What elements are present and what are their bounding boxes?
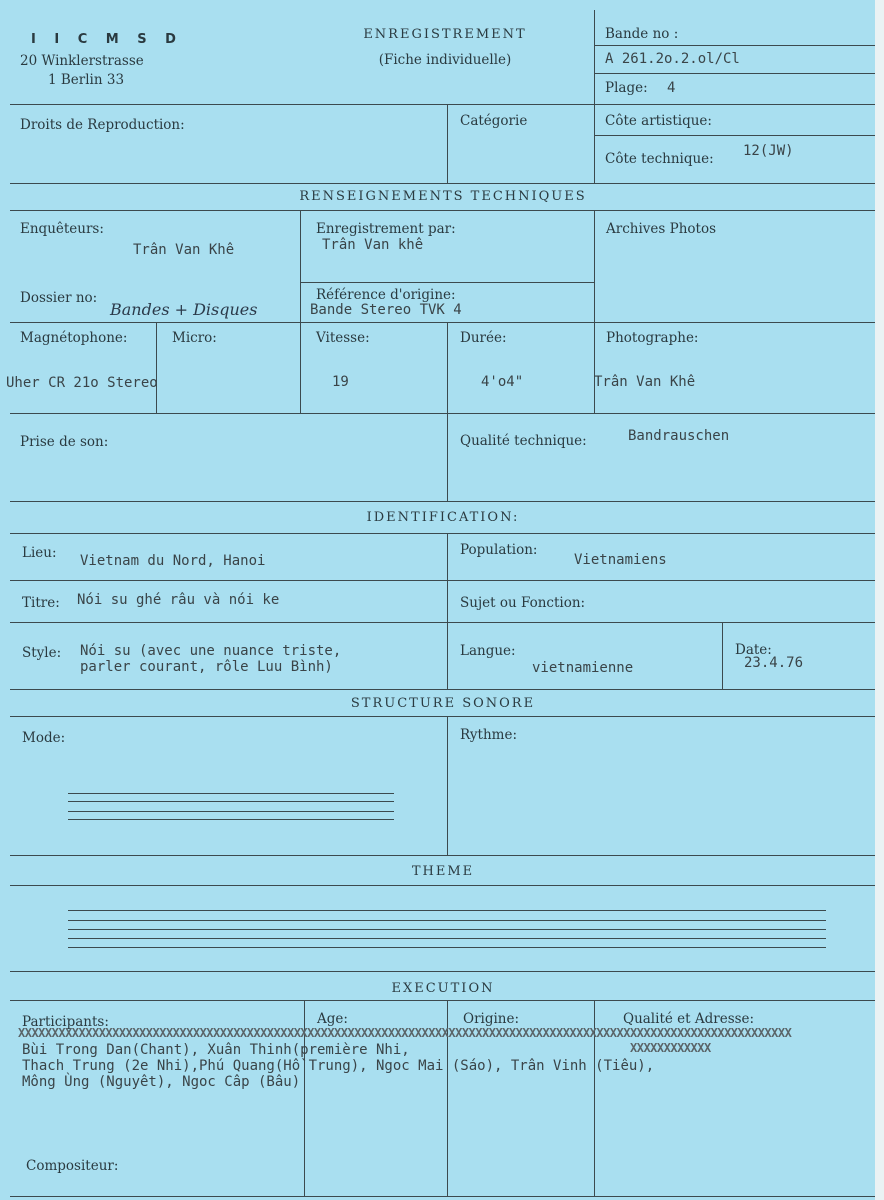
- enqueteurs-value: Trân Van Khê: [133, 242, 235, 258]
- section-heading: IDENTIFICATION:: [366, 510, 520, 525]
- section-heading: STRUCTURE SONORE: [350, 696, 536, 711]
- rule-line: [447, 716, 448, 855]
- prise-de-son-label: Prise de son:: [20, 434, 109, 450]
- rule-line: [447, 533, 448, 689]
- rule-line: [10, 716, 876, 717]
- photographe-label: Photographe:: [606, 330, 699, 346]
- titre-label: Titre:: [22, 595, 60, 611]
- rule-line: [10, 533, 876, 534]
- droits-label: Droits de Reproduction:: [20, 117, 185, 133]
- participants-line: Mông Ùng (Nguyêt), Ngoc Câp (Bâu): [22, 1074, 301, 1090]
- mode-label: Mode:: [22, 730, 66, 746]
- rule-line: [10, 322, 876, 323]
- age-label: Age:: [317, 1011, 348, 1027]
- style-label: Style:: [22, 645, 62, 661]
- form-title: ENREGISTREMENT: [363, 27, 527, 42]
- magnetophone-label: Magnétophone:: [20, 330, 128, 346]
- rule-line: [300, 282, 595, 283]
- bande-no-label: Bande no :: [605, 26, 679, 42]
- participants-label: Participants:: [22, 1014, 109, 1030]
- qualite-adresse-label: Qualité et Adresse:: [623, 1011, 755, 1027]
- dossier-no-value: Bandes + Disques: [110, 300, 258, 319]
- archives-photos-label: Archives Photos: [606, 221, 716, 237]
- langue-value: vietnamienne: [532, 660, 634, 676]
- magnetophone-value: Uher CR 21o Stereo: [6, 375, 158, 391]
- rule-line: [10, 210, 876, 211]
- categorie-label: Catégorie: [460, 113, 528, 129]
- blank-line: [68, 910, 826, 911]
- rule-line: [10, 855, 876, 856]
- enregistrement-par-value: Trân Van khê: [322, 237, 424, 253]
- rule-line: [595, 45, 875, 46]
- duree-label: Durée:: [460, 330, 507, 346]
- blank-line: [68, 920, 826, 921]
- lieu-label: Lieu:: [22, 545, 57, 561]
- rule-line: [10, 1000, 876, 1001]
- struck-out-line: XXXXXXXXXXXX: [630, 1041, 711, 1055]
- origine-label: Origine:: [463, 1011, 520, 1027]
- rule-line: [595, 135, 875, 136]
- enqueteurs-label: Enquêteurs:: [20, 221, 104, 237]
- qualite-technique-label: Qualité technique:: [460, 433, 587, 449]
- population-value: Vietnamiens: [574, 552, 667, 568]
- plage-value: 4: [667, 80, 676, 96]
- rythme-label: Rythme:: [460, 727, 518, 743]
- compositeur-label: Compositeur:: [26, 1158, 119, 1174]
- rule-line: [722, 622, 723, 689]
- institute-street: 20 Winklerstrasse: [20, 53, 144, 69]
- qualite-technique-value: Bandrauschen: [628, 428, 730, 444]
- dossier-no-label: Dossier no:: [20, 290, 98, 306]
- vitesse-value: 19: [332, 374, 349, 390]
- blank-line: [68, 819, 394, 820]
- cote-technique-value: 12(JW): [743, 143, 794, 159]
- rule-line: [10, 104, 876, 105]
- reference-origine-value: Bande Stereo TVK 4: [310, 302, 462, 318]
- vitesse-label: Vitesse:: [316, 330, 370, 346]
- rule-line: [10, 580, 876, 581]
- rule-line: [10, 689, 876, 690]
- blank-line: [68, 811, 394, 812]
- rule-line: [594, 10, 595, 183]
- rule-line: [447, 104, 448, 183]
- section-heading: THEME: [411, 864, 475, 879]
- plage-label: Plage:: [605, 80, 648, 96]
- participants-line: Bùi Trong Dan(Chant), Xuân Thinh(première Nhi,: [22, 1042, 410, 1058]
- enregistrement-par-label: Enregistrement par:: [316, 221, 456, 237]
- micro-label: Micro:: [172, 330, 217, 346]
- cote-technique-label: Côte technique:: [605, 151, 714, 167]
- rule-line: [10, 971, 876, 972]
- rule-line: [447, 322, 448, 501]
- struck-out-line: XXXXXXXXXXXXXXXXXXXXXXXXXXXXXXXXXXXXXXXXXXXXXXXXXXXXXXXXXXXXXXXXXXXXXXXXXXXXXXXXXXXXXXXXXXXXXXXXXXXXXXXXXXXXXXXXXXX: [18, 1026, 792, 1040]
- rule-line: [10, 1196, 876, 1197]
- rule-line: [10, 413, 876, 414]
- duree-value: 4'o4": [481, 374, 524, 390]
- rule-line: [10, 183, 876, 184]
- blank-line: [68, 947, 826, 948]
- scan-edge: [875, 0, 884, 1200]
- langue-label: Langue:: [460, 643, 516, 659]
- form-subtitle: (Fiche individuelle): [378, 52, 512, 68]
- style-value-line2: parler courant, rôle Luu Bình): [80, 659, 333, 675]
- style-value-line1: Nói su (avec une nuance triste,: [80, 643, 342, 659]
- section-heading: EXECUTION: [391, 981, 495, 996]
- cote-artistique-label: Côte artistique:: [605, 113, 712, 129]
- date-label: Date:: [735, 642, 772, 658]
- section-heading: RENSEIGNEMENTS TECHNIQUES: [299, 189, 587, 204]
- bande-no-value: A 261.2o.2.ol/Cl: [605, 51, 740, 67]
- institute-city: 1 Berlin 33: [48, 72, 125, 88]
- titre-value: Nói su ghé râu và nói ke: [77, 592, 280, 608]
- rule-line: [10, 501, 876, 502]
- lieu-value: Vietnam du Nord, Hanoi: [80, 553, 266, 569]
- rule-line: [10, 622, 876, 623]
- rule-line: [10, 885, 876, 886]
- rule-line: [300, 210, 301, 413]
- blank-line: [68, 929, 826, 930]
- blank-line: [68, 793, 394, 794]
- rule-line: [156, 322, 157, 413]
- blank-line: [68, 801, 394, 802]
- blank-line: [68, 938, 826, 939]
- participants-line: Thach Trung (2e Nhi),Phú Quang(Hồ Trung), Ngoc Mai (Sáo), Trân Vinh (Tiêu),: [22, 1058, 655, 1074]
- rule-line: [595, 73, 875, 74]
- institute-name: I I C M S D: [31, 32, 183, 47]
- date-value: 23.4.76: [744, 655, 804, 671]
- photographe-value: Trân Van Khê: [594, 374, 696, 390]
- population-label: Population:: [460, 542, 538, 558]
- reference-origine-label: Référence d'origine:: [316, 287, 456, 303]
- sujet-label: Sujet ou Fonction:: [460, 595, 586, 611]
